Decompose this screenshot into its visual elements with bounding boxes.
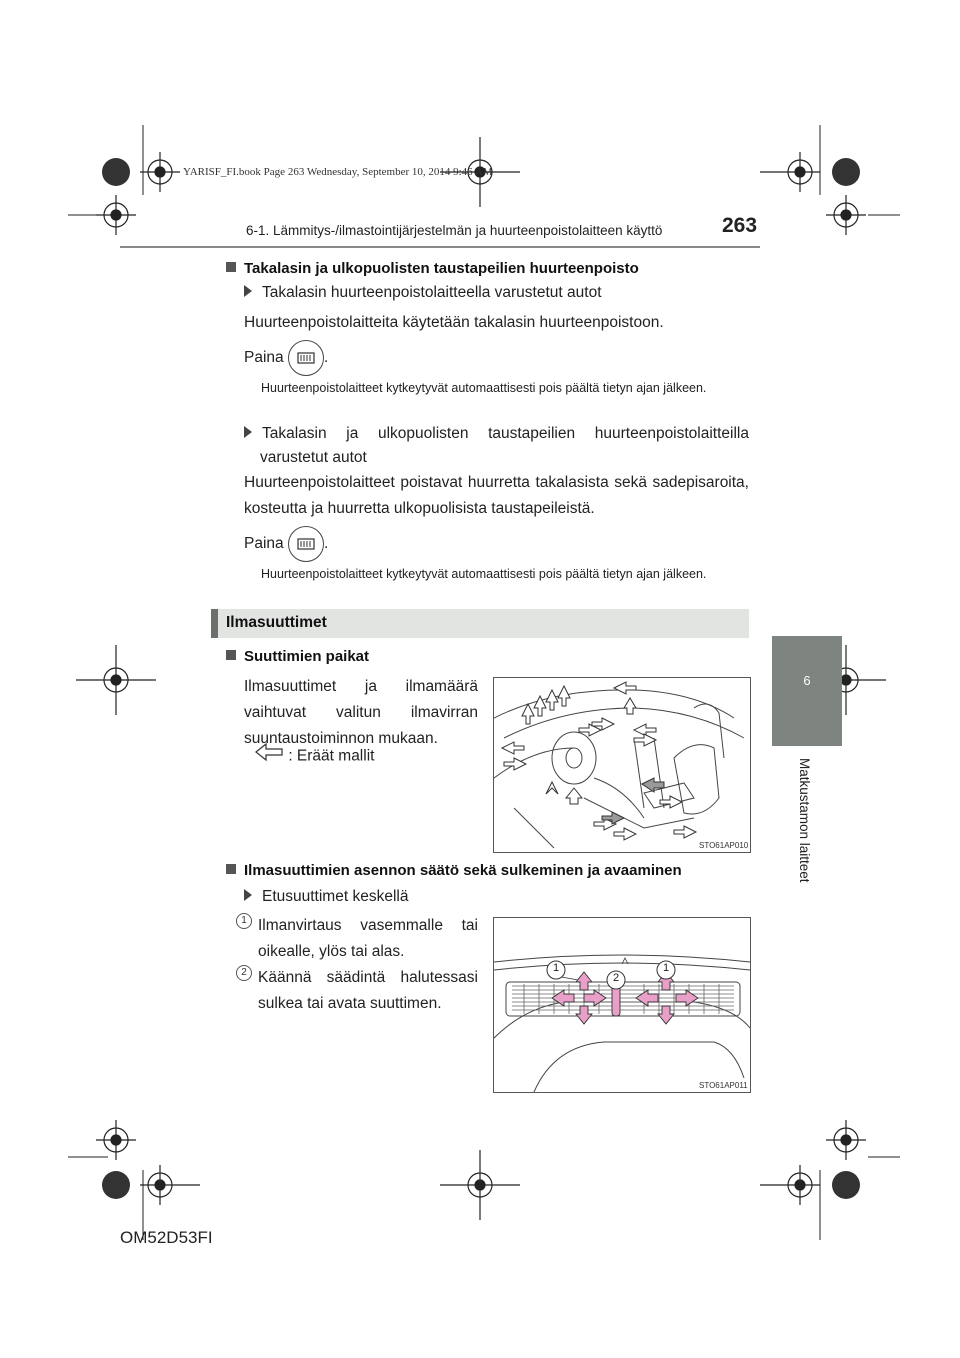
triangle-bullet-icon <box>244 889 252 901</box>
item-rear-window-and-mirror-defogger: Takalasin ja ulkopuolisten taustapeilien huurteenpoistolaitteilla varustetut autot <box>244 422 749 470</box>
section-bar-title: Ilmasuuttimet <box>226 614 327 631</box>
chapter-label: Matkustamon laitteet <box>797 758 812 883</box>
vents-location-body: Ilmasuuttimet ja ilmamäärä vaihtuvat valitun ilmavirran suuntaustoiminnon mukaan. <box>244 678 478 747</box>
section-bar-vents <box>211 609 749 638</box>
item1-press: Paina . <box>244 340 328 376</box>
callout-number: 2 <box>236 965 252 981</box>
rear-defogger-button-icon <box>288 340 324 376</box>
item2-press: Paina . <box>244 526 328 562</box>
square-bullet-icon <box>226 650 236 660</box>
square-bullet-icon <box>226 262 236 272</box>
center-vents-figure <box>493 917 751 1093</box>
vents-location-legend: : Eräät mallit <box>254 742 374 771</box>
item-rear-window-defogger: Takalasin huurteenpoistolaitteella varustetut autot <box>244 284 602 302</box>
header-title: 6-1. Lämmitys-/ilmastointijärjestelmän ja huurteenpoistolaitteen käyttö <box>246 223 663 238</box>
page-number: 263 <box>722 214 758 237</box>
legend-arrow-icon <box>254 742 284 771</box>
figure-code: STO61AP011 <box>699 1081 748 1090</box>
section-bar-accent <box>211 609 218 638</box>
item2-note: Huurteenpoistolaitteet kytkeytyvät automaattisesti pois päältä tietyn ajan jälkeen. <box>261 567 707 581</box>
figure-callout: 1 <box>552 962 560 974</box>
figure-code: STO61AP010 <box>699 841 749 850</box>
triangle-bullet-icon <box>244 426 252 438</box>
section-heading-defogger: Takalasin ja ulkopuolisten taustapeilien huurteenpoisto <box>226 260 639 277</box>
header-rule <box>120 246 760 248</box>
vents-location-figure <box>493 677 751 853</box>
item1-note: Huurteenpoistolaitteet kytkeytyvät automaattisesti pois päältä tietyn ajan jälkeen. <box>261 381 707 395</box>
front-center-vents-subheading: Etusuuttimet keskellä <box>244 888 408 906</box>
item1-body: Huurteenpoistolaitteita käytetään takalasin huurteenpoistoon. <box>244 314 664 331</box>
document-code: OM52D53FI <box>120 1228 213 1247</box>
rear-defogger-button-icon <box>288 526 324 562</box>
book-info: YARISF_FI.book Page 263 Wednesday, September 10, 2014 9:46 AM <box>183 166 493 178</box>
figure-callout: 2 <box>612 972 620 984</box>
vents-adjust-heading: Ilmasuuttimien asennon säätö sekä sulkeminen ja avaaminen <box>226 862 682 879</box>
item2-body: Huurteenpoistolaitteet poistavat huurretta takalasista sekä sadepisaroita, kosteutta ja huurretta ulkopuolisista taustapeileistä. <box>244 474 749 517</box>
chapter-number: 6 <box>803 673 811 688</box>
triangle-bullet-icon <box>244 285 252 297</box>
vents-location-heading: Suuttimien paikat <box>226 648 369 665</box>
square-bullet-icon <box>226 864 236 874</box>
figure-callout: 1 <box>662 962 670 974</box>
chapter-tab <box>772 636 842 746</box>
callout-number: 1 <box>236 913 252 929</box>
